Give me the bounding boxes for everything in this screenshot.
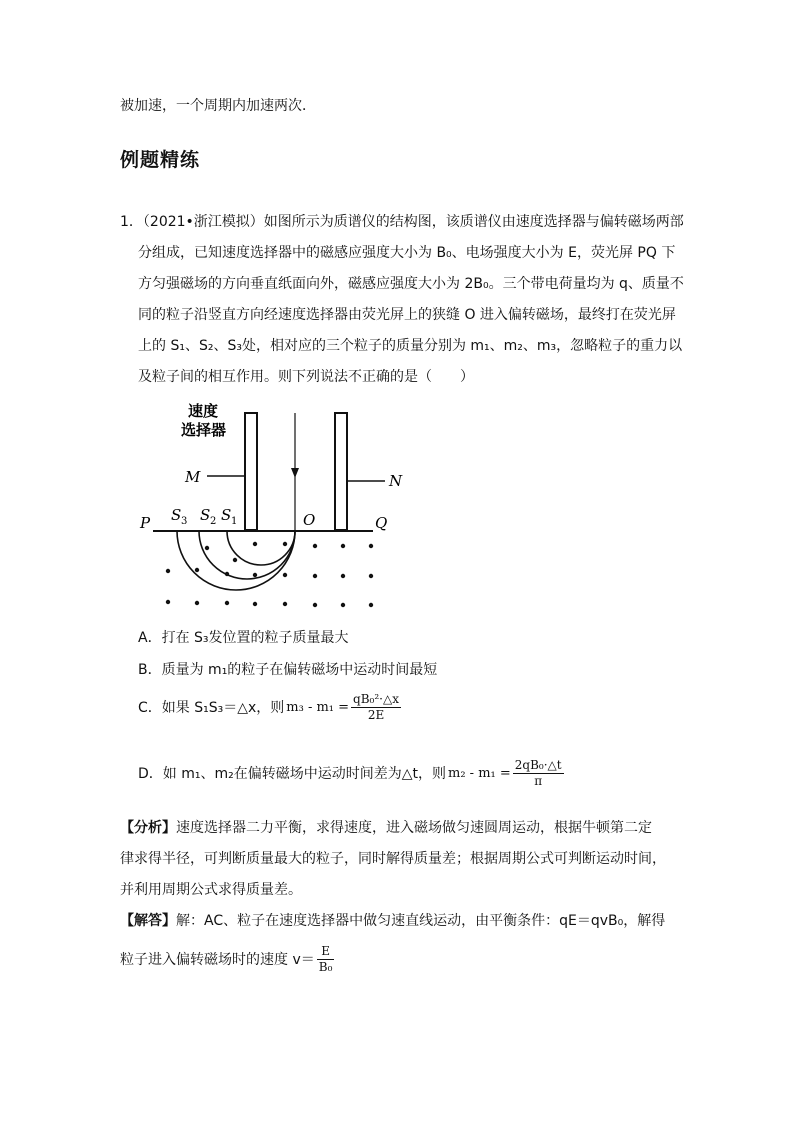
option-C [138,692,401,723]
analysis-line-2: 律求得半径，可判断质量最大的粒子，同时解得质量差；根据周期公式可判断运动时间， [120,851,666,867]
trajectory-m2 [199,531,295,579]
label-S2-sub: 2 [210,516,217,527]
label-O: O [303,511,316,529]
option-C-fraction [351,692,401,723]
analysis-label: 【分析】 [120,820,176,836]
right-plate [335,413,347,530]
label-Q: Q [375,514,388,532]
velocity-numerator: E [317,944,335,960]
label-S3: S [171,506,182,524]
option-A: A．打在 S₃发位置的粒子质量最大 [138,630,349,646]
solution-line-1 [120,911,665,931]
figure-title-line1: 速度 [188,402,219,420]
option-C-numerator: qB₀²·△x [353,692,399,706]
option-D-prefix: D．如 m₁、m₂在偏转磁场中运动时间差为△t，则 [138,765,446,782]
velocity-fraction [317,944,335,975]
label-M: M [185,468,201,486]
question-line-5: 上的 S₁、S₂、S₃处，相对应的三个粒子的质量分别为 m₁、m₂、m₃，忽略粒子的重力以 [138,338,683,354]
mass-spectrometer-figure [135,398,425,623]
solution-text-1: 解：AC、粒子在速度选择器中做匀速直线运动，由平衡条件：qE＝qvB₀，解得 [176,913,666,929]
option-B: B．质量为 m₁的粒子在偏转磁场中运动时间最短 [138,662,438,678]
option-D-fraction [513,758,564,789]
option-D [138,758,564,789]
velocity-denominator: B₀ [318,960,333,974]
analysis-line-1 [120,818,652,838]
option-C-prefix: C．如果 S₁S₃＝△x，则 [138,699,285,716]
analysis-text-1: 速度选择器二力平衡，求得速度，进入磁场做匀速圆周运动，根据牛顿第二定 [176,820,652,836]
beam-arrow [291,468,299,478]
question-line-6: 及粒子间的相互作用。则下列说法不正确的是（ ） [138,369,474,385]
question-line-2: 分组成，已知速度选择器中的磁感应强度大小为 B₀、电场强度大小为 E，荧光屏 PQ 下 [138,245,676,261]
label-S1-sub: 1 [231,516,238,527]
question-line-3: 方匀强磁场的方向垂直纸面向外，磁感应强度大小为 2B₀。三个带电荷量均为 q、质量不 [138,276,684,292]
label-S3-sub: 3 [181,516,188,527]
label-S1: S [221,506,232,524]
intro-line: 被加速，一个周期内加速两次． [120,98,316,114]
option-D-denominator: π [534,774,543,788]
left-plate [245,413,257,530]
label-N: N [389,472,403,490]
option-C-denominator: 2E [367,708,385,722]
question-line-4: 同的粒子沿竖直方向经速度选择器由荧光屏上的狭缝 O 进入偏转磁场，最终打在荧光屏 [138,307,676,323]
option-D-lhs: m₂ - m₁ = [448,765,511,781]
solution-text-2: 粒子进入偏转磁场时的速度 v＝ [120,951,315,968]
analysis-line-3: 并利用周期公式求得质量差。 [120,882,302,898]
section-title: 例题精练 [120,149,201,171]
solution-line-2 [120,944,334,975]
option-C-lhs: m₃ - m₁ = [286,699,350,715]
label-S2: S [200,506,211,524]
option-D-numerator: 2qB₀·△t [514,758,562,772]
figure-title-line2: 选择器 [181,421,227,439]
label-P: P [140,514,151,532]
solution-label: 【解答】 [120,913,176,929]
question-line-1: 1．（2021•浙江模拟）如图所示为质谱仪的结构图，该质谱仪由速度选择器与偏转磁场两部 [120,214,684,230]
